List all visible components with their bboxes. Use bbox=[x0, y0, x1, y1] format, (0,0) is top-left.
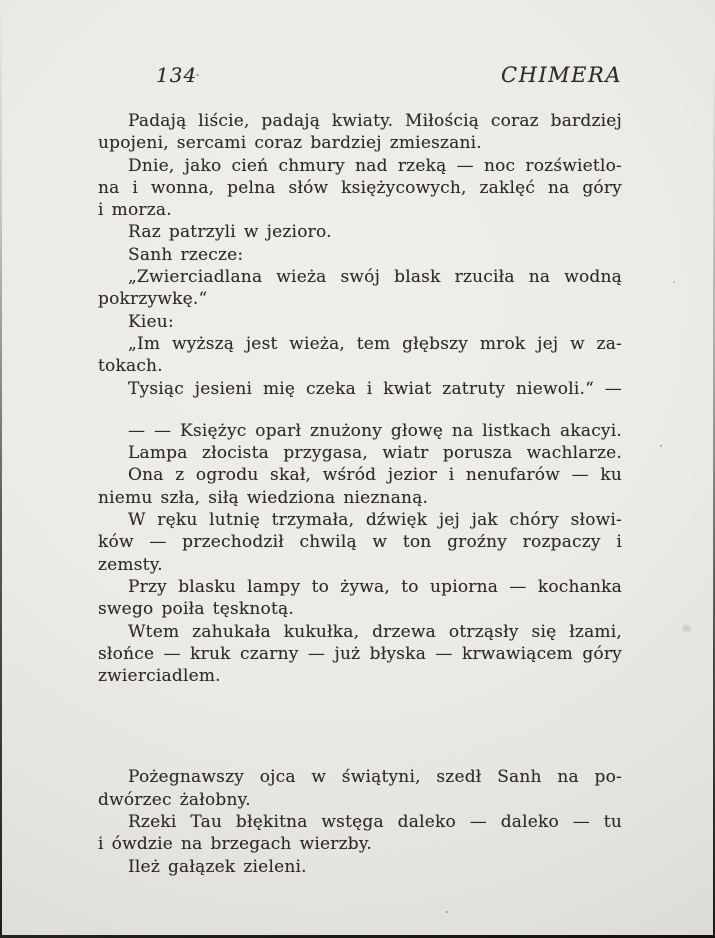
dust-speck bbox=[446, 911, 448, 913]
paragraph bbox=[98, 811, 622, 856]
text-line: „Im wyższą jest wieża, tem głębszy mrok jej w za- bbox=[128, 333, 622, 354]
paragraph bbox=[98, 442, 622, 464]
text-line: Wtem zahukała kukułka, drzewa otrząsły się łzami, bbox=[128, 621, 622, 642]
paragraph bbox=[98, 155, 622, 222]
text-line: upojeni, sercami coraz bardziej zmieszani. bbox=[98, 133, 482, 154]
paragraph bbox=[98, 221, 622, 243]
paragraph bbox=[98, 856, 622, 878]
journal-title: CHIMERA bbox=[501, 63, 622, 87]
text-line: Sanh rzecze: bbox=[128, 244, 244, 265]
paragraph bbox=[98, 266, 622, 311]
page-header bbox=[98, 63, 622, 87]
text-line: swego poiła tęsknotą. bbox=[98, 599, 294, 620]
paragraph bbox=[98, 333, 622, 378]
text-line: na i wonna, pelna słów księżycowych, zaklęć na góry bbox=[98, 177, 622, 198]
text-line: Kieu: bbox=[128, 311, 174, 332]
text-line: słońce — kruk czarny — już błyska — krwawiącem góry bbox=[98, 643, 622, 664]
paragraph bbox=[98, 576, 622, 621]
paragraph bbox=[98, 509, 622, 576]
paragraph bbox=[98, 110, 622, 155]
paragraph bbox=[98, 621, 622, 688]
text-line: Ileż gałązek zieleni. bbox=[128, 856, 307, 877]
text-line: i ówdzie na brzegach wierzby. bbox=[98, 834, 372, 855]
dust-speck bbox=[660, 445, 662, 447]
text-line: — — Księżyc oparł znużony głowę na listkach akacyi. bbox=[128, 420, 622, 441]
text-line: pokrzywkę.“ bbox=[98, 289, 208, 310]
text-line: „Zwierciadlana wieża swój blask rzuciła na wodną bbox=[128, 267, 622, 288]
text-line: W ręku lutnię trzymała, dźwięk jej jak chóry słowi- bbox=[128, 510, 622, 531]
text-line: dwórzec żałobny. bbox=[98, 789, 251, 810]
text-line: Raz patrzyli w jezioro. bbox=[128, 222, 332, 243]
text-line: Przy blasku lampy to żywa, to upiorna — kochanka bbox=[128, 576, 622, 597]
paragraph bbox=[98, 766, 622, 811]
text-line: Padają liście, padają kwiaty. Miłością coraz bardziej bbox=[128, 111, 622, 131]
text-line: niemu szła, siłą wiedziona nieznaną. bbox=[98, 487, 429, 508]
text-line: i morza. bbox=[98, 200, 172, 221]
page-number: 134 bbox=[156, 63, 198, 87]
paragraph bbox=[98, 244, 622, 266]
text-line: Lampa złocista przygasa, wiatr porusza wachlarze. bbox=[128, 443, 622, 464]
text-line: ków — przechodził chwilą w ton groźny rozpaczy i zemsty. bbox=[98, 532, 622, 575]
text-line: Rzeki Tau błękitna wstęga daleko — daleko — tu bbox=[128, 812, 622, 833]
paper-smudge bbox=[682, 625, 691, 632]
text-line: Dnie, jako cień chmury nad rzeką — noc rozświetlo- bbox=[128, 155, 622, 176]
scan-edge-left bbox=[0, 0, 2, 938]
paragraph bbox=[98, 378, 622, 400]
text-line: zwierciadlem. bbox=[98, 666, 221, 687]
dust-speck bbox=[196, 74, 199, 76]
paragraph bbox=[98, 420, 622, 442]
text-line: Pożegnawszy ojca w świątyni, szedł Sanh na po- bbox=[128, 767, 622, 788]
text-line: tokach. bbox=[98, 356, 163, 377]
paragraph bbox=[98, 464, 622, 509]
text-line: Ona z ogrodu skał, wśród jezior i nenufarów — ku bbox=[128, 465, 622, 486]
text-line: Tysiąc jesieni mię czeka i kwiat zatruty niewoli.“ — bbox=[128, 378, 622, 399]
text-block bbox=[98, 110, 622, 878]
paragraph bbox=[98, 311, 622, 333]
dust-speck bbox=[673, 281, 675, 283]
